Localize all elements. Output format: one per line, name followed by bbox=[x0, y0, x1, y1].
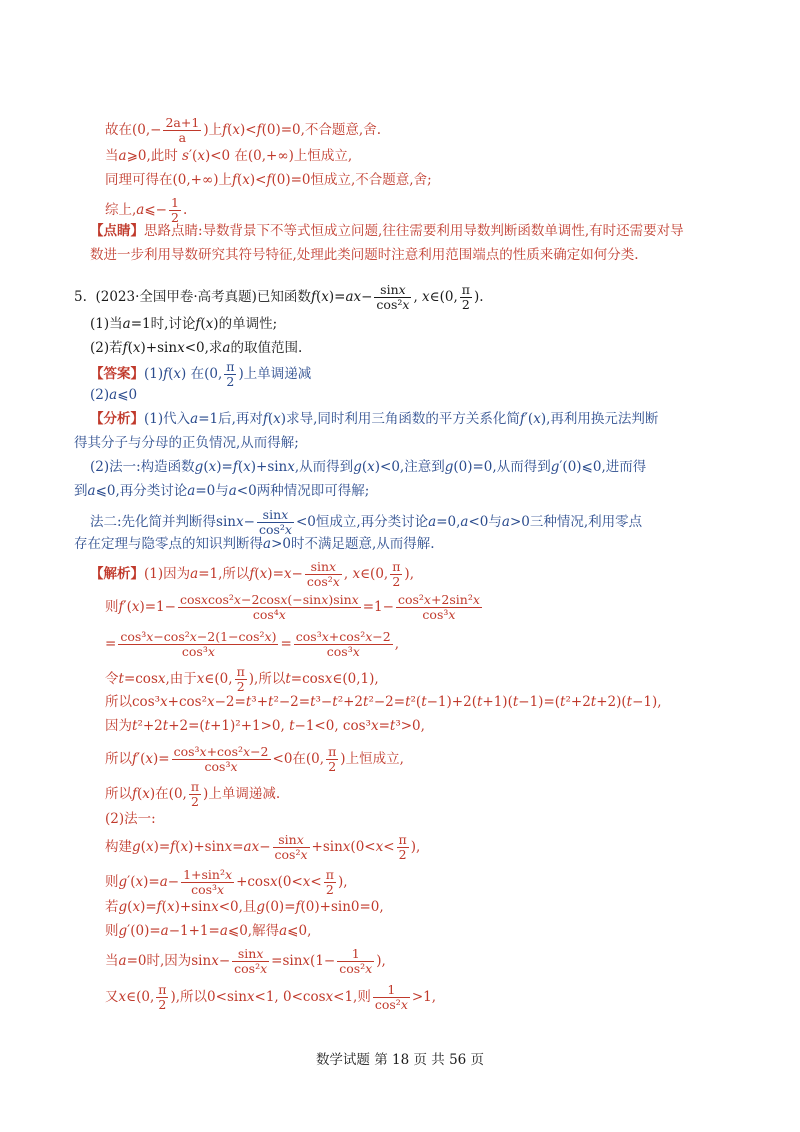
analysis-line-3: (2)法一:构造函数g(x)=f(x)+sinx,从而得到g(x)<0,注意到g(0)=0,从而得到g′(0)⩽0,进而得 bbox=[90, 459, 647, 475]
solution-line-14: 当a=0时,因为sinx− $\frac{\sin x}{\text{cos²x}}$ =sinx(1− $\frac{1}{\text{cos²x}}$ ), bbox=[105, 946, 386, 976]
analysis-line-6: 存在定理与隐零点的知识判断得a>0时不满足题意,从而得解. bbox=[74, 536, 435, 552]
solution-line-15: 又x∈(0, $\frac{\pi}{2}$ ),所以0<sinx<1, 0<cosx<1,则 $\frac{1}{\text{cos²x}}$ >1, bbox=[105, 982, 437, 1012]
solution-line-12: 若g(x)=f(x)+sinx<0,且g(0)=f(0)+sin0=0, bbox=[105, 899, 384, 915]
solution-line-1: 【解析】(1)因为a=1,所以f(x)=x− $\frac{\sin x}{\text{cos²x}}$ , x∈(0, $\frac{\pi}{2}$ ), bbox=[90, 559, 414, 589]
solution-line-5: 所以cos³x+cos²x−2=t³+t²−2=t³−t²+2t²−2=t²(t−1)+2(t+1)(t−1)=(t²+2t+2)(t−1), bbox=[105, 694, 662, 710]
problem-5-part1: (1)当a=1时,讨论f(x)的单调性; bbox=[90, 316, 278, 332]
answer-line-2: (2)a⩽0 bbox=[90, 387, 138, 403]
solution-line-3: = $\frac{\text{cos³x−cos²x−2(1−cos²x)}}{\text{cos³x}}$ = $\frac{\text{cos³x+cos²x−2}}{\text{cos³x}}$ , bbox=[105, 629, 400, 659]
tip-text: 思路点睛:导数背景下不等式恒成立问题,往往需要利用导数判断函数单调性,有时还需要对导 bbox=[144, 223, 684, 239]
answer-label: 【答案】 bbox=[90, 366, 144, 382]
page-footer: 数学试题 第 18 页 共 56 页 bbox=[315, 1052, 485, 1068]
problem-5-part2: (2)若f(x)+sinx<0,求a的取值范围. bbox=[90, 340, 303, 356]
solution-line-9: (2)法一: bbox=[105, 811, 156, 827]
solution-label: 【解析】 bbox=[90, 566, 144, 582]
solution-line-13: 则g′(0)=a−1+1=a⩽0,解得a⩽0, bbox=[105, 923, 312, 939]
solution-line-4: 令t=cosx,由于x∈(0, $\frac{\pi}{2}$ ),所以t=cosx∈(0,1), bbox=[105, 664, 379, 694]
solution-line-2: 则f′(x)=1− $\frac{\text{cosxcos²x−2cosx(−sinx)sinx}}{\text{cos⁴x}}$ =1− $\frac{\text{cos²x+2sin²x}}{\text{cos³x}}$ bbox=[105, 592, 480, 622]
solution-line-11: 则g′(x)=a− $\frac{\text{1+sin²x}}{\text{cos³x}}$ +cosx(0<x< $\frac{\pi}{2}$ ), bbox=[105, 867, 348, 897]
tip-label: 【点睛】 bbox=[90, 223, 144, 239]
solution-line-10: 构建g(x)=f(x)+sinx=ax− $\frac{\sin x}{\text{cos²x}}$ +sinx(0<x< $\frac{\pi}{2}$ ), bbox=[105, 832, 421, 862]
answer-line-1: 【答案】(1)f(x) 在(0, $\frac{\pi}{2}$ )上单调递减 bbox=[90, 359, 312, 389]
analysis-line-5: 法二:先化简并判断得sinx− $\frac{\sin x}{\text{cos²x}}$ <0恒成立,再分类讨论a=0,a<0与a>0三种情况,利用零点 bbox=[90, 507, 643, 537]
analysis-line-1: 【分析】(1)代入a=1后,再对f(x)求导,同时利用三角函数的平方关系化简f′(x),再利用换元法判断 bbox=[90, 411, 659, 427]
line-01: 故在(0,− $\frac{2a+1}{a}$ )上f(x)<f(0)=0,不合题意,舍. bbox=[105, 115, 381, 145]
line-04: 综上,a⩽− $\frac{1}{2}$ . bbox=[105, 195, 188, 225]
problem-5-stem: 5. (2023·全国甲卷·高考真题)已知函数f(x)=ax− $\frac{\sin x}{\text{cos²x}}$ , x∈(0, $\frac{\pi}{2}$ ). bbox=[74, 282, 484, 312]
solution-line-7: 所以f′(x)= $\frac{\text{cos³x+cos²x−2}}{\text{cos³x}}$ <0在(0, $\frac{\pi}{2}$ )上恒成立, bbox=[105, 744, 404, 774]
analysis-label: 【分析】 bbox=[90, 411, 144, 427]
line-02: 当a⩾0,此时 s′(x)<0 在(0,+∞)上恒成立, bbox=[105, 148, 353, 164]
solution-line-8: 所以f(x)在(0, $\frac{\pi}{2}$ )上单调递减. bbox=[105, 779, 281, 809]
solution-line-6: 因为t²+2t+2=(t+1)²+1>0, t−1<0, cos³x=t³>0, bbox=[105, 718, 425, 734]
line-03: 同理可得在(0,+∞)上f(x)<f(0)=0恒成立,不合题意,舍; bbox=[105, 172, 432, 188]
analysis-line-2: 得其分子与分母的正负情况,从而得解; bbox=[74, 435, 299, 451]
line-05 bbox=[90, 222, 684, 240]
analysis-line-4: 到a⩽0,再分类讨论a=0与a<0两种情况即可得解; bbox=[74, 483, 370, 499]
line-06: 数进一步利用导数研究其符号特征,处理此类问题时注意利用范围端点的性质来确定如何分类. bbox=[90, 247, 639, 263]
